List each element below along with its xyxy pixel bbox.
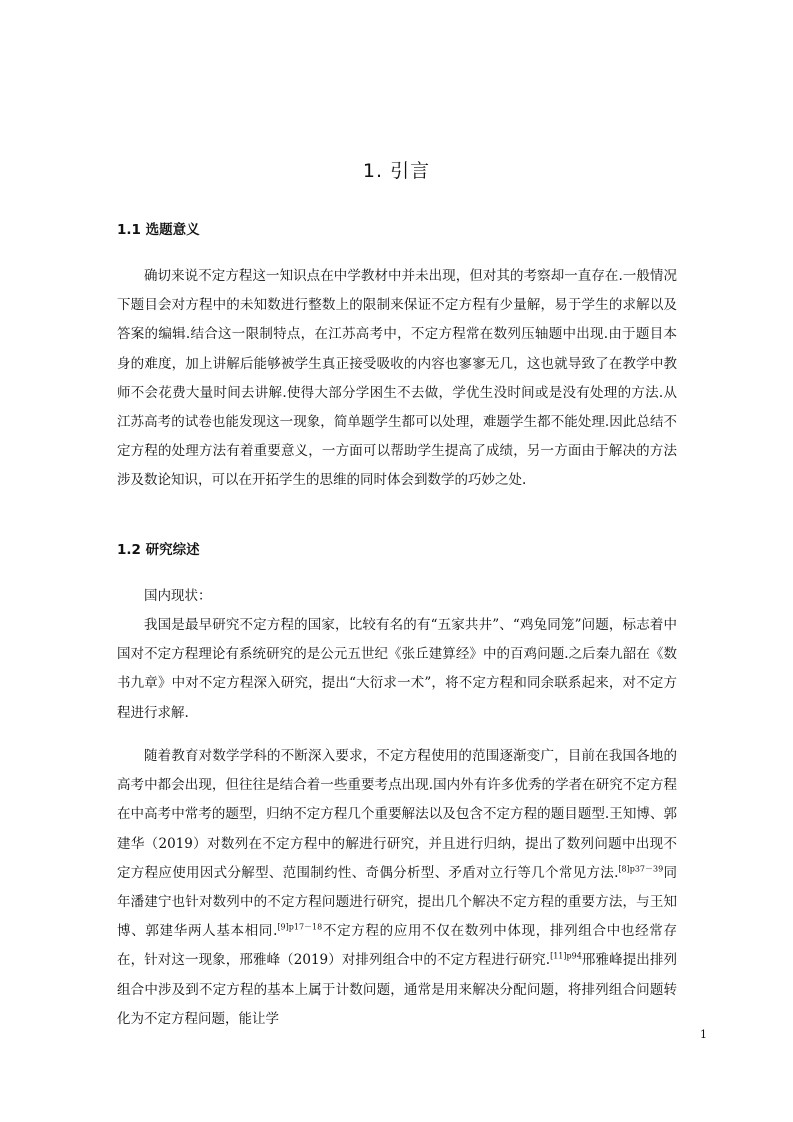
paragraph-significance: 确切来说不定方程这一知识点在中学教材中并未出现，但对其的考察却一直存在.一般情况下题目会对方程中的未知数进行整数上的限制来保证不定方程有少量解，易于学生的求解以及答案的编辑.结合这一限制特点，在江苏高考中，不定方程常在数列压轴题中出现.由于题目本身的难度，加上讲解后能够被学生真正接受吸收的内容也寥寥无几，这也就导致了在教学中教师不会花费大量时间去讲解.使得大部分学困生不去做，学优生没时间或是没有处理的方法.从江苏高考的试卷也能发现这一现象，简单题学生都可以处理，难题学生都不能处理.因此总结不定方程的处理方法有着重要意义，一方面可以帮助学生提高了成绩，另一方面由于解决的方法涉及数论知识，可以在开拓学生的思维的同时体会到数学的巧妙之处. (117, 268, 677, 489)
paragraph-research-part3: 不定方程的应用不仅在数列中体现，排列组合中也经常存在，针对这一现象，邢雅峰（2019）对排列组合中的不定方程进行研究. (117, 923, 678, 969)
paragraph-research-part4: 邢雅峰提出排列组合中涉及到不定方程的基本上属于计数问题，通常是用来解决分配问题，将排列组合问题转化为不定方程问题，能让学 (117, 952, 677, 1027)
paragraph-research-part2: 同年潘建宁也针对数列中的不定方程问题进行研究，提出几个解决不定方程的重要方法，与王知博、郭建华两人基本相同. (117, 864, 677, 940)
chapter-title: 1. 引言 (362, 160, 431, 182)
page-number: 1 (700, 1028, 707, 1041)
citation-8: [8]p37－39 (618, 864, 664, 874)
subheading-domestic: 国内现状： (144, 588, 212, 604)
paragraph-history: 我国是最早研究不定方程的国家，比较有名的有“五家共井”、“鸡兔同笼”问题，标志着中国对不定方程理论有系统研究的是公元五世纪《张丘建算经》中的百鸡问题.之后秦九韶在《数书九章》中对不定方程深入研究，提出“大衍求一术”，将不定方程和同余联系起来，对不定方程进行求解. (117, 617, 677, 721)
paragraph-research (117, 742, 677, 1034)
section-heading-review: 1.2 研究综述 (117, 542, 200, 558)
citation-11: [11]p94 (550, 951, 582, 961)
section-heading-significance: 1.1 选题意义 (117, 222, 200, 238)
paragraph-research-part1: 随着教育对数学学科的不断深入要求，不定方程使用的范围逐渐变广，目前在我国各地的高考中都会出现，但往往是结合着一些重要考点出现.国内外有许多优秀的学者在研究不定方程在中高考中常考的题型，归纳不定方程几个重要解法以及包含不定方程的题目题型.王知博、郭建华（2019）对数列在不定方程中的解进行研究，并且进行归纳，提出了数列问题中出现不定方程应使用因式分解型、范围制约性、奇偶分析型、矛盾对立行等几个常见方法. (117, 748, 677, 881)
citation-9: [9]p17－18 (277, 922, 323, 932)
